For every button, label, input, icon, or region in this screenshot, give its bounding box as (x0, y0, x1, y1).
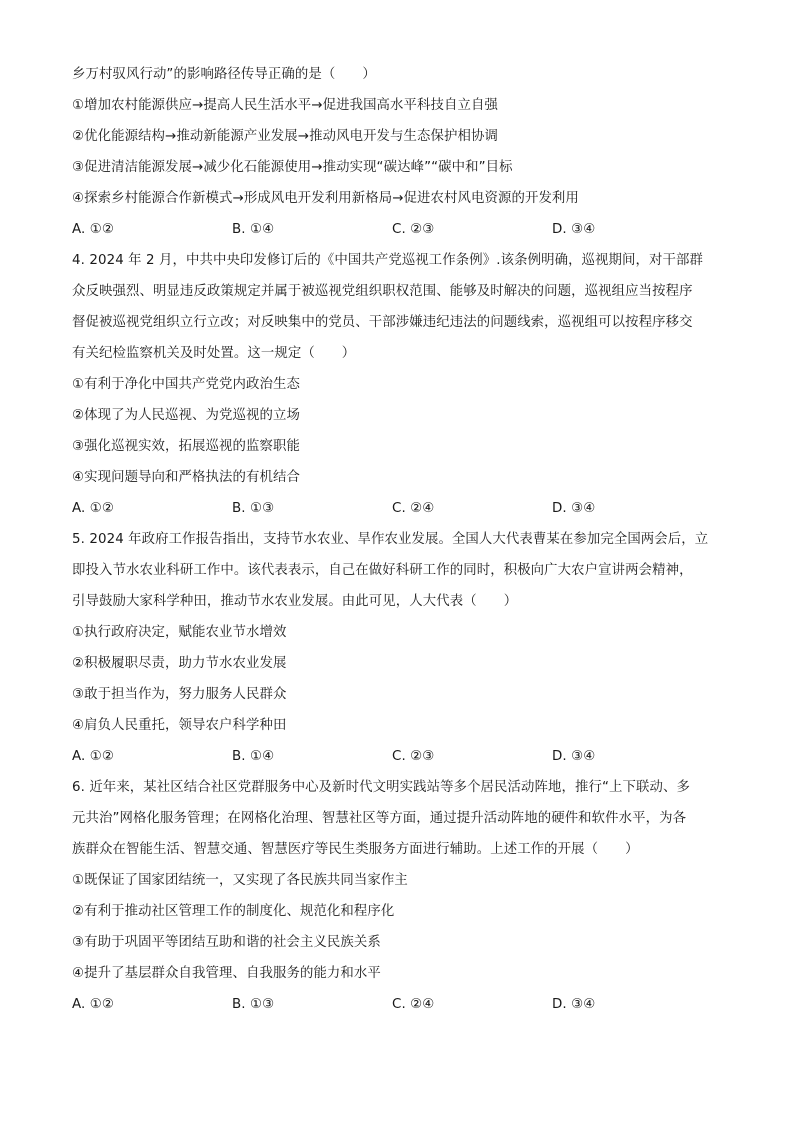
question-stem-line: 4. 2024 年 2 月，中共中央印发修订后的《中国共产党巡视工作条例》.该条例明确，巡视期间，对干部群 (72, 253, 703, 268)
question-stem-line: 6. 近年来，某社区结合社区党群服务中心及新时代文明实践站等多个居民活动阵地，推行“上下联动、多 (72, 780, 690, 795)
option-2: ②体现了为人民巡视、为党巡视的立场 (72, 408, 300, 423)
question-stem-line: 5. 2024 年政府工作报告指出，支持节水农业、旱作农业发展。全国人大代表曹某在参加完全国两会后，立 (72, 532, 709, 547)
answer-choices (72, 994, 722, 1025)
choice-c: C. ②③ (392, 749, 435, 764)
option-2: ②优化能源结构→推动新能源产业发展→推动风电开发与生态保护相协调 (72, 129, 498, 144)
option-3: ③有助于巩固平等团结互助和谐的社会主义民族关系 (72, 935, 381, 950)
question-stem-line: 乡万村驭风行动”的影响路径传导正确的是（ ） (72, 67, 376, 82)
question-stem-line: 即投入节水农业科研工作中。该代表表示，自己在做好科研工作的同时，积极向广大农户宣讲两会精神， (72, 563, 693, 578)
option-1: ①执行政府决定，赋能农业节水增效 (72, 625, 287, 640)
question-stem-line: 督促被巡视党组织立行立改；对反映集中的党员、干部涉嫌违纪违法的问题线索，巡视组可以按程序移交 (72, 315, 693, 330)
choice-a: A. ①② (72, 997, 114, 1012)
choice-a: A. ①② (72, 501, 114, 516)
choice-b: B. ①③ (232, 997, 275, 1012)
option-2: ②积极履职尽责，助力节水农业发展 (72, 656, 287, 671)
option-2: ②有利于推动社区管理工作的制度化、规范化和程序化 (72, 904, 395, 919)
choice-d: D. ③④ (552, 222, 596, 237)
answer-choices (72, 498, 722, 529)
question-stem-line: 引导鼓励大家科学种田，推动节水农业发展。由此可见，人大代表（ ） (72, 594, 518, 609)
choice-d: D. ③④ (552, 997, 596, 1012)
choice-c: C. ②③ (392, 222, 435, 237)
question-6 (72, 777, 722, 1025)
choice-b: B. ①③ (232, 501, 275, 516)
choice-d: D. ③④ (552, 749, 596, 764)
question-5 (72, 529, 722, 777)
choice-a: A. ①② (72, 222, 114, 237)
choice-b: B. ①④ (232, 222, 275, 237)
answer-choices (72, 219, 722, 250)
option-1: ①增加农村能源供应→提高人民生活水平→促进我国高水平科技自立自强 (72, 98, 498, 113)
choice-c: C. ②④ (392, 501, 435, 516)
choice-c: C. ②④ (392, 997, 435, 1012)
question-stem-line: 有关纪检监察机关及时处置。这一规定（ ） (72, 346, 356, 361)
question-3 (72, 64, 722, 250)
choice-a: A. ①② (72, 749, 114, 764)
answer-choices (72, 746, 722, 777)
option-4: ④探索乡村能源合作新模式→形成风电开发利用新格局→促进农村风电资源的开发利用 (72, 191, 579, 206)
choice-d: D. ③④ (552, 501, 596, 516)
option-3: ③强化巡视实效，拓展巡视的监察职能 (72, 439, 300, 454)
page-content (72, 64, 722, 1025)
option-4: ④提升了基层群众自我管理、自我服务的能力和水平 (72, 966, 381, 981)
option-3: ③敢于担当作为，努力服务人民群众 (72, 687, 287, 702)
question-4 (72, 250, 722, 529)
choice-b: B. ①④ (232, 749, 275, 764)
question-stem-line: 族群众在智能生活、智慧交通、智慧医疗等民生类服务方面进行辅助。上述工作的开展（ ） (72, 842, 639, 857)
option-3: ③促进清洁能源发展→减少化石能源使用→推动实现“碳达峰”“碳中和”目标 (72, 160, 513, 175)
option-1: ①既保证了国家团结统一，又实现了各民族共同当家作主 (72, 873, 408, 888)
question-stem-line: 众反映强烈、明显违反政策规定并属于被巡视党组织职权范围、能够及时解决的问题，巡视组应当按程序 (72, 284, 693, 299)
option-4: ④实现问题导向和严格执法的有机结合 (72, 470, 300, 485)
question-stem-line: 元共治”网格化服务管理；在网格化治理、智慧社区等方面，通过提升活动阵地的硬件和软件水平，为各 (72, 811, 687, 826)
option-1: ①有利于净化中国共产党党内政治生态 (72, 377, 300, 392)
option-4: ④肩负人民重托，领导农户科学种田 (72, 718, 287, 733)
